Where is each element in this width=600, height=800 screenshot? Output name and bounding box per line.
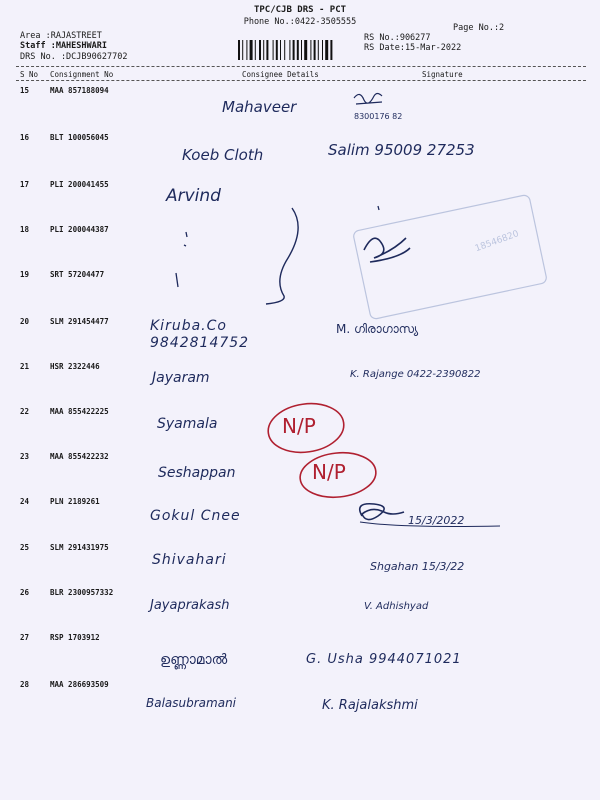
doc-title: TPC/CJB DRS - PCT (253, 5, 347, 15)
consignee-handwriting: Arvind (166, 186, 221, 206)
row-number: 16 (20, 133, 30, 142)
consignment-number: MAA 286693509 (50, 680, 109, 689)
consignment-number: SLM 291431975 (50, 543, 109, 552)
signature-handwriting: K. Rajange 0422-2390822 (350, 369, 481, 380)
row-number: 20 (20, 317, 30, 326)
rs-number: RS No.:906277 (364, 33, 431, 43)
row-number: 19 (20, 270, 30, 279)
row-number: 22 (20, 407, 30, 416)
signature-scribble (354, 94, 382, 105)
row-number: 26 (20, 588, 30, 597)
signature-handwriting: K. Rajalakshmi (322, 698, 418, 713)
np-circle (265, 399, 347, 457)
consignment-number: BLT 100056045 (50, 133, 109, 142)
signature-underline (360, 522, 500, 527)
consignment-number: PLI 200044387 (50, 225, 109, 234)
staff-field: Staff :MAHESHWARI (20, 41, 107, 51)
not-present-mark: N/P (312, 460, 346, 484)
np-circle (298, 449, 378, 501)
consignee-handwriting: Balasubramani (146, 696, 237, 710)
consignee-handwriting: Shivahari (152, 552, 227, 568)
row-number: 25 (20, 543, 30, 552)
consignment-number: RSP 1703912 (50, 633, 100, 642)
col-consignment: Consignment No (50, 70, 114, 79)
not-present-mark: N/P (282, 414, 316, 438)
consignment-number: MAA 855422225 (50, 407, 109, 416)
row-number: 18 (20, 225, 30, 234)
row-number: 24 (20, 497, 30, 506)
area-field: Area :RAJASTREET (20, 31, 102, 41)
row-number: 23 (20, 452, 30, 461)
consignment-number: SRT 57204477 (50, 270, 105, 279)
bracket-mark (266, 208, 298, 304)
row-number: 17 (20, 180, 30, 189)
col-consignee: Consignee Details (242, 70, 319, 79)
signature-handwriting: Salim 95009 27253 (328, 141, 475, 159)
row-number: 21 (20, 362, 30, 371)
signature-handwriting: V. Adhishyad (364, 601, 429, 612)
signature-scribble (364, 238, 410, 262)
consignee-handwriting: Koeb Cloth (182, 146, 264, 164)
page-number: Page No.:2 (453, 23, 505, 33)
consignee-handwriting: Mahaveer (222, 98, 297, 116)
signature-handwriting: 8300176 82 (354, 112, 403, 121)
company-stamp (353, 194, 548, 319)
row-number: 15 (20, 86, 30, 95)
consignee-handwriting: Seshappan (158, 465, 236, 481)
col-signature: Signature (422, 70, 463, 79)
signature-handwriting: G. Usha 9944071021 (306, 652, 462, 667)
consignment-number: BLR 2300957332 (50, 588, 114, 597)
consignee-handwriting: Syamala (157, 416, 218, 432)
consignment-number: HSR 2322446 (50, 362, 100, 371)
ditto-marks (176, 232, 187, 287)
consignee-handwriting: Gokul Cnee (150, 508, 241, 524)
consignment-number: MAA 855422232 (50, 452, 109, 461)
consignee-handwriting: ഉണ്ണാമാൽ (160, 652, 228, 668)
phone-number: Phone No.:0422-3505555 (243, 17, 357, 27)
row-number: 28 (20, 680, 30, 689)
consignee-handwriting: Jayaram (152, 370, 210, 386)
consignment-number: MAA 857188094 (50, 86, 109, 95)
consignment-number: PLN 2189261 (50, 497, 100, 506)
tick-mark (378, 206, 379, 210)
col-sno: S No (20, 70, 39, 79)
consignment-number: PLI 200041455 (50, 180, 109, 189)
consignment-number: SLM 291454477 (50, 317, 109, 326)
signature-handwriting: 15/3/2022 (408, 514, 465, 527)
row-number: 27 (20, 633, 30, 642)
signature-scribble (360, 504, 404, 520)
consignee-handwriting: Jayaprakash (150, 598, 230, 613)
rs-date: RS Date:15-Mar-2022 (364, 43, 462, 53)
stamp-number: 18546820 (473, 229, 521, 255)
drs-number: DRS No. :DCJB90627702 (20, 52, 128, 62)
signature-handwriting: M. ഗിരാഗാസ്യ (336, 322, 419, 336)
signature-handwriting: Shgahan 15/3/22 (370, 560, 465, 573)
consignee-handwriting: Kiruba.Co 9842814752 (150, 318, 250, 351)
